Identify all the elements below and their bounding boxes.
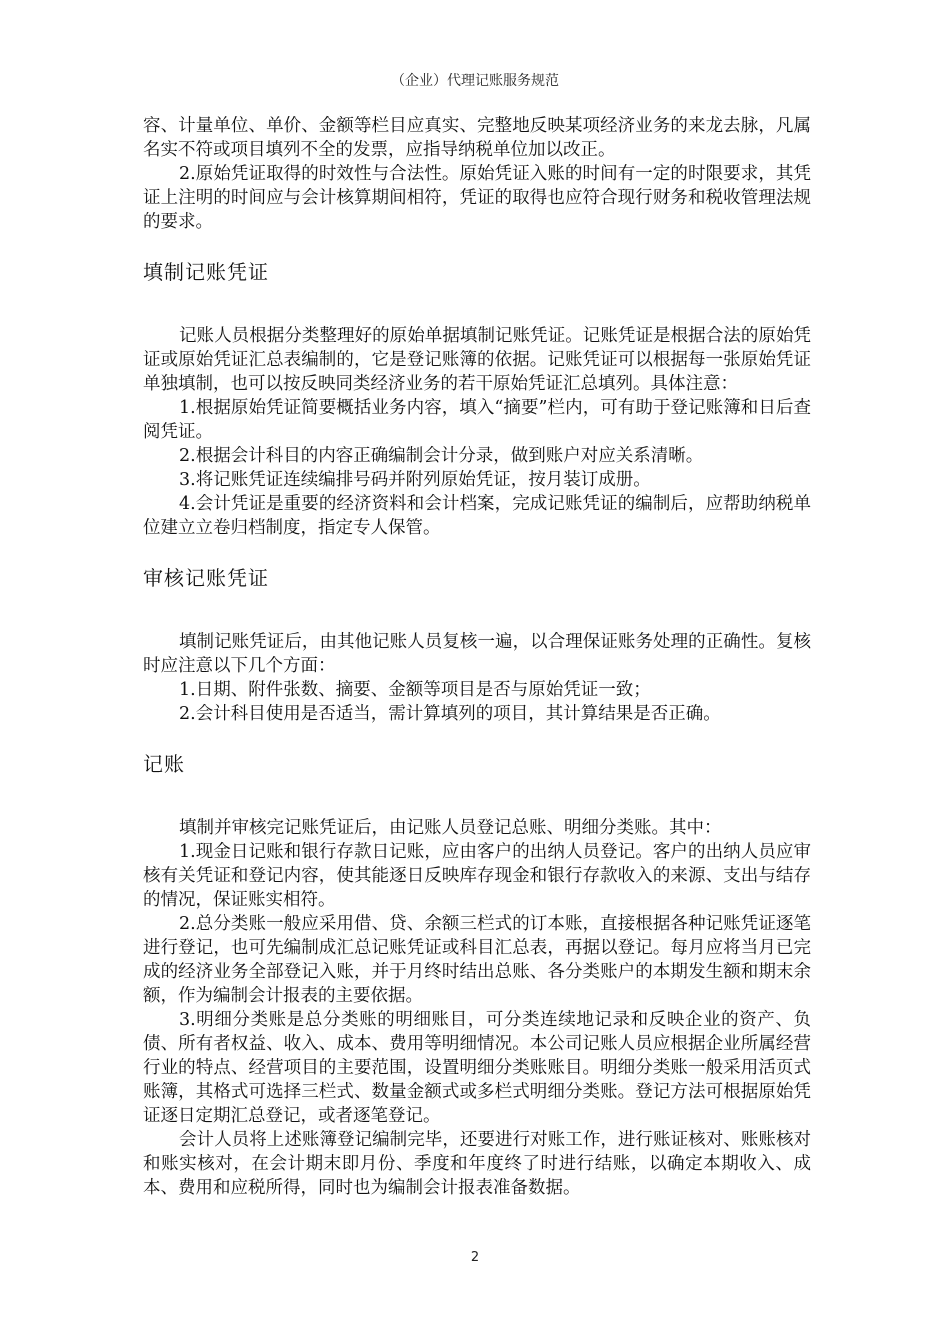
section-3-paragraph-4: 3.明细分类账是总分类账的明细账目，可分类连续地记录和反映企业的资产、负债、所有者权益、收入、成本、费用等明细情况。本公司记账人员应根据企业所属经营行业的特点、经营项目的主要范围，设置明细分类账账目。明细分类账一般采用活页式账簿，其格式可选择三栏式、数量金额式或多栏式明细分类账。登记方法可根据原始凭证逐日定期汇总登记，或者逐笔登记。 — [143, 1010, 811, 1126]
section-1-paragraph-5: 4.会计凭证是重要的经济资料和会计档案，完成记账凭证的编制后，应帮助纳税单位建立立卷归档制度，指定专人保管。 — [143, 494, 811, 538]
section-1-paragraph-3: 2.根据会计科目的内容正确编制会计分录，做到账户对应关系清晰。 — [179, 446, 704, 466]
section-heading-fill-voucher: 填制记账凭证 — [143, 260, 269, 284]
page-number: 2 — [470, 1250, 480, 1265]
page-body — [143, 114, 811, 1200]
section-3-paragraph-3: 2.总分类账一般应采用借、贷、余额三栏式的订本账，直接根据各种记账凭证逐笔进行登记，也可先编制成汇总记账凭证或科目汇总表，再据以登记。每月应将当月已完成的经济业务全部登记入账，并于月终时结出总账、各分类账户的本期发生额和期末余额，作为编制会计报表的主要依据。 — [143, 914, 811, 1006]
intro-paragraph-2: 2.原始凭证取得的时效性与合法性。原始凭证入账的时间有一定的时限要求，其凭证上注明的时间应与会计核算期间相符，凭证的取得也应符合现行财务和税收管理法规的要求。 — [143, 164, 811, 232]
section-2-paragraph-2: 1.日期、附件张数、摘要、金额等项目是否与原始凭证一致； — [179, 680, 651, 700]
section-3-paragraph-5: 会计人员将上述账簿登记编制完毕，还要进行对账工作，进行账证核对、账账核对和账实核对，在会计期末即月份、季度和年度终了时进行结账，以确定本期收入、成本、费用和应税所得，同时也为编制会计报表准备数据。 — [143, 1130, 811, 1198]
section-1-paragraph-2: 1.根据原始凭证简要概括业务内容，填入“摘要”栏内，可有助于登记账簿和日后查阅凭证。 — [143, 398, 811, 442]
section-heading-bookkeeping: 记账 — [143, 752, 185, 776]
section-1-paragraph-4: 3.将记账凭证连续编排号码并附列原始凭证，按月装订成册。 — [179, 470, 651, 490]
page-header: （企业）代理记账服务规范 — [391, 73, 559, 89]
intro-paragraph-1: 容、计量单位、单价、金额等栏目应真实、完整地反映某项经济业务的来龙去脉，凡属名实不符或项目填列不全的发票，应指导纳税单位加以改正。 — [143, 116, 811, 160]
section-heading-review-voucher: 审核记账凭证 — [143, 566, 269, 590]
section-2-paragraph-1: 填制记账凭证后，由其他记账人员复核一遍，以合理保证账务处理的正确性。复核时应注意以下几个方面： — [143, 632, 811, 676]
section-3-paragraph-2: 1.现金日记账和银行存款日记账，应由客户的出纳人员登记。客户的出纳人员应审核有关凭证和登记内容，使其能逐日反映库存现金和银行存款收入的来源、支出与结存的情况，保证账实相符。 — [143, 842, 811, 910]
section-1-paragraph-1: 记账人员根据分类整理好的原始单据填制记账凭证。记账凭证是根据合法的原始凭证或原始凭证汇总表编制的，它是登记账簿的依据。记账凭证可以根据每一张原始凭证单独填制，也可以按反映同类经济业务的若干原始凭证汇总填列。具体注意： — [143, 326, 811, 394]
section-3-paragraph-1: 填制并审核完记账凭证后，由记账人员登记总账、明细分类账。其中： — [179, 818, 722, 838]
section-2-paragraph-3: 2.会计科目使用是否适当，需计算填列的项目，其计算结果是否正确。 — [179, 704, 721, 724]
